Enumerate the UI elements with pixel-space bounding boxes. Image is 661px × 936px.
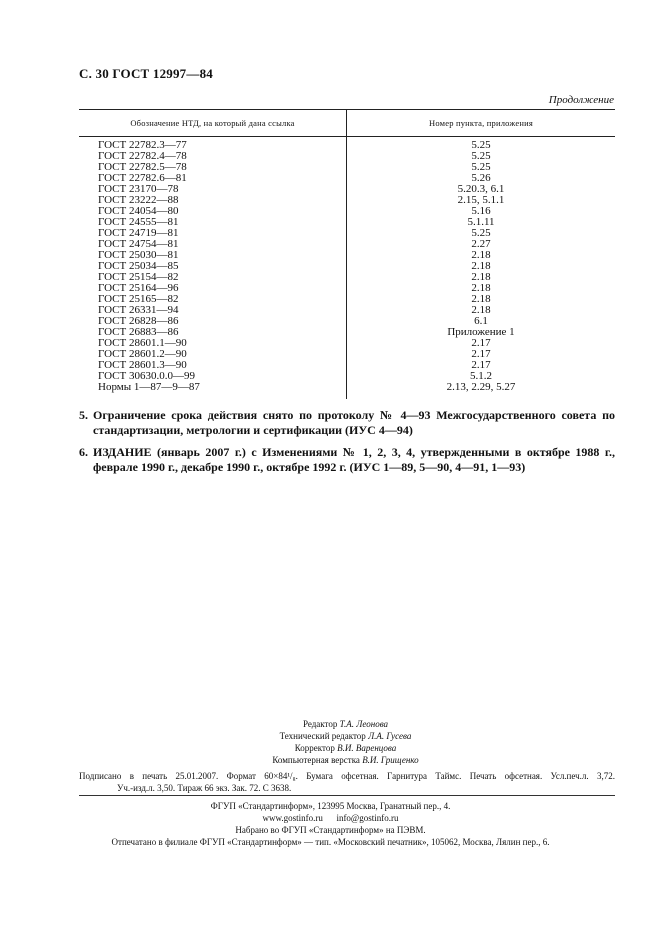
clause-reference: Приложение 1 <box>447 326 515 338</box>
editor-role: Редактор <box>302 719 338 729</box>
publisher-block <box>0 800 661 848</box>
clause-reference: 2.18 <box>471 271 491 283</box>
document-designation: ГОСТ 28601.3—90 <box>79 360 347 371</box>
clause-reference: 5.25 <box>471 227 491 239</box>
clause-reference: 5.1.2 <box>470 370 492 382</box>
typeset-note: Набрано во ФГУП «Стандартинформ» на ПЭВМ. <box>235 825 426 835</box>
print-data-block <box>79 770 615 794</box>
note-item-5 <box>79 408 615 438</box>
clause-reference: 2.17 <box>471 359 491 371</box>
document-designation: ГОСТ 24719—81 <box>79 228 347 239</box>
clause-reference: 2.18 <box>471 304 491 316</box>
document-designation: ГОСТ 26331—94 <box>79 305 347 316</box>
document-designation: ГОСТ 25034—85 <box>79 261 347 272</box>
document-designation: ГОСТ 30630.0.0—99 <box>79 371 347 382</box>
editor-name: В.И. Варенцова <box>337 743 397 753</box>
document-designation: Нормы 1—87—9—87 <box>79 382 347 399</box>
clause-reference: 5.25 <box>471 139 491 151</box>
editor-role: Компьютерная верстка <box>272 755 360 765</box>
print-data-line: Подписано в печать 25.01.2007. Формат 60×84¹/₈. Бумага офсетная. Гарнитура Таймс. Печать офсетная. Усл.печ.л. 3,72. <box>79 771 615 781</box>
editor-line <box>0 718 661 730</box>
document-designation: ГОСТ 25164—96 <box>79 283 347 294</box>
publisher-address: ФГУП «Стандартинформ», 123995 Москва, Гранатный пер., 4. <box>210 801 451 811</box>
column-header-clause: Номер пункта, приложения <box>347 110 616 137</box>
clause-reference: 2.27 <box>471 238 491 250</box>
document-designation: ГОСТ 28601.2—90 <box>79 349 347 360</box>
document-designation: ГОСТ 23222—88 <box>79 195 347 206</box>
clause-reference: 5.1.11 <box>467 216 495 228</box>
document-designation: ГОСТ 24555—81 <box>79 217 347 228</box>
clause-reference: 2.18 <box>471 249 491 261</box>
clause-reference: 2.17 <box>471 337 491 349</box>
note-number: 5. <box>79 408 88 422</box>
table-header-row <box>79 110 615 137</box>
note-item-6 <box>79 445 615 475</box>
editor-line <box>0 730 661 742</box>
publisher-email[interactable]: info@gostinfo.ru <box>336 813 399 823</box>
editor-line <box>0 742 661 754</box>
note-text: ИЗДАНИЕ (январь 2007 г.) с Изменениями № 1, 2, 3, 4, утвержденными в октябре 1988 г., феврале 1990 г., декабре 1990 г., октябре 1992 г. (ИУС 1—89, 5—90, 4—91, 1—93) <box>93 445 615 474</box>
references-table <box>79 109 615 399</box>
clause-reference: 2.18 <box>471 293 491 305</box>
clause-reference: 5.25 <box>471 150 491 162</box>
clause-reference: 5.16 <box>471 205 491 217</box>
clause-reference: 5.25 <box>471 161 491 173</box>
note-text: Ограничение срока действия снято по протоколу № 4—93 Межгосударственного совета по стандартизации, метрологии и сертификации (ИУС 4—94) <box>93 408 615 437</box>
publisher-contacts <box>0 812 661 824</box>
document-designation: ГОСТ 24054—80 <box>79 206 347 217</box>
clause-reference: 2.18 <box>471 282 491 294</box>
document-designation: ГОСТ 25030—81 <box>79 250 347 261</box>
editor-line <box>0 754 661 766</box>
page-header: С. 30 ГОСТ 12997—84 <box>79 66 213 81</box>
document-designation: ГОСТ 28601.1—90 <box>79 338 347 349</box>
document-designation: ГОСТ 22782.4—78 <box>79 151 347 162</box>
clause-reference: 5.26 <box>471 172 491 184</box>
column-header-document: Обозначение НТД, на который дана ссылка <box>79 110 347 137</box>
references-table-body <box>79 137 615 400</box>
continuation-label: Продолжение <box>548 94 614 106</box>
document-designation: ГОСТ 26883—86 <box>79 327 347 338</box>
editor-role: Технический редактор <box>279 731 366 741</box>
document-designation: ГОСТ 26828—86 <box>79 316 347 327</box>
printed-note: Отпечатано в филиале ФГУП «Стандартинформ» — тип. «Московский печатник», 105062, Москва, Лялин пер., 6. <box>111 837 550 847</box>
editor-name: Т.А. Леонова <box>339 719 389 729</box>
editor-name: Л.А. Гусева <box>368 731 412 741</box>
document-designation: ГОСТ 25165—82 <box>79 294 347 305</box>
document-designation: ГОСТ 22782.3—77 <box>79 140 347 151</box>
clause-reference: 5.20.3, 6.1 <box>457 183 505 195</box>
print-data-line: Уч.-изд.л. 3,50. Тираж 66 экз. Зак. 72. С 3638. <box>117 783 292 793</box>
editor-name: В.И. Грищенко <box>362 755 419 765</box>
document-designation: ГОСТ 24754—81 <box>79 239 347 250</box>
imprint-divider <box>79 795 615 796</box>
document-designation: ГОСТ 25154—82 <box>79 272 347 283</box>
clause-reference: 2.17 <box>471 348 491 360</box>
document-designation: ГОСТ 22782.5—78 <box>79 162 347 173</box>
clause-reference: 6.1 <box>474 315 488 327</box>
editor-role: Корректор <box>294 743 335 753</box>
clause-reference: 2.15, 5.1.1 <box>457 194 505 206</box>
note-number: 6. <box>79 445 88 459</box>
editors-block <box>0 718 661 766</box>
clause-reference: 2.13, 2.29, 5.27 <box>446 381 516 393</box>
document-designation: ГОСТ 22782.6—81 <box>79 173 347 184</box>
publisher-website[interactable]: www.gostinfo.ru <box>262 813 323 823</box>
document-designation: ГОСТ 23170—78 <box>79 184 347 195</box>
clause-reference: 2.18 <box>471 260 491 272</box>
table-row <box>79 382 615 399</box>
